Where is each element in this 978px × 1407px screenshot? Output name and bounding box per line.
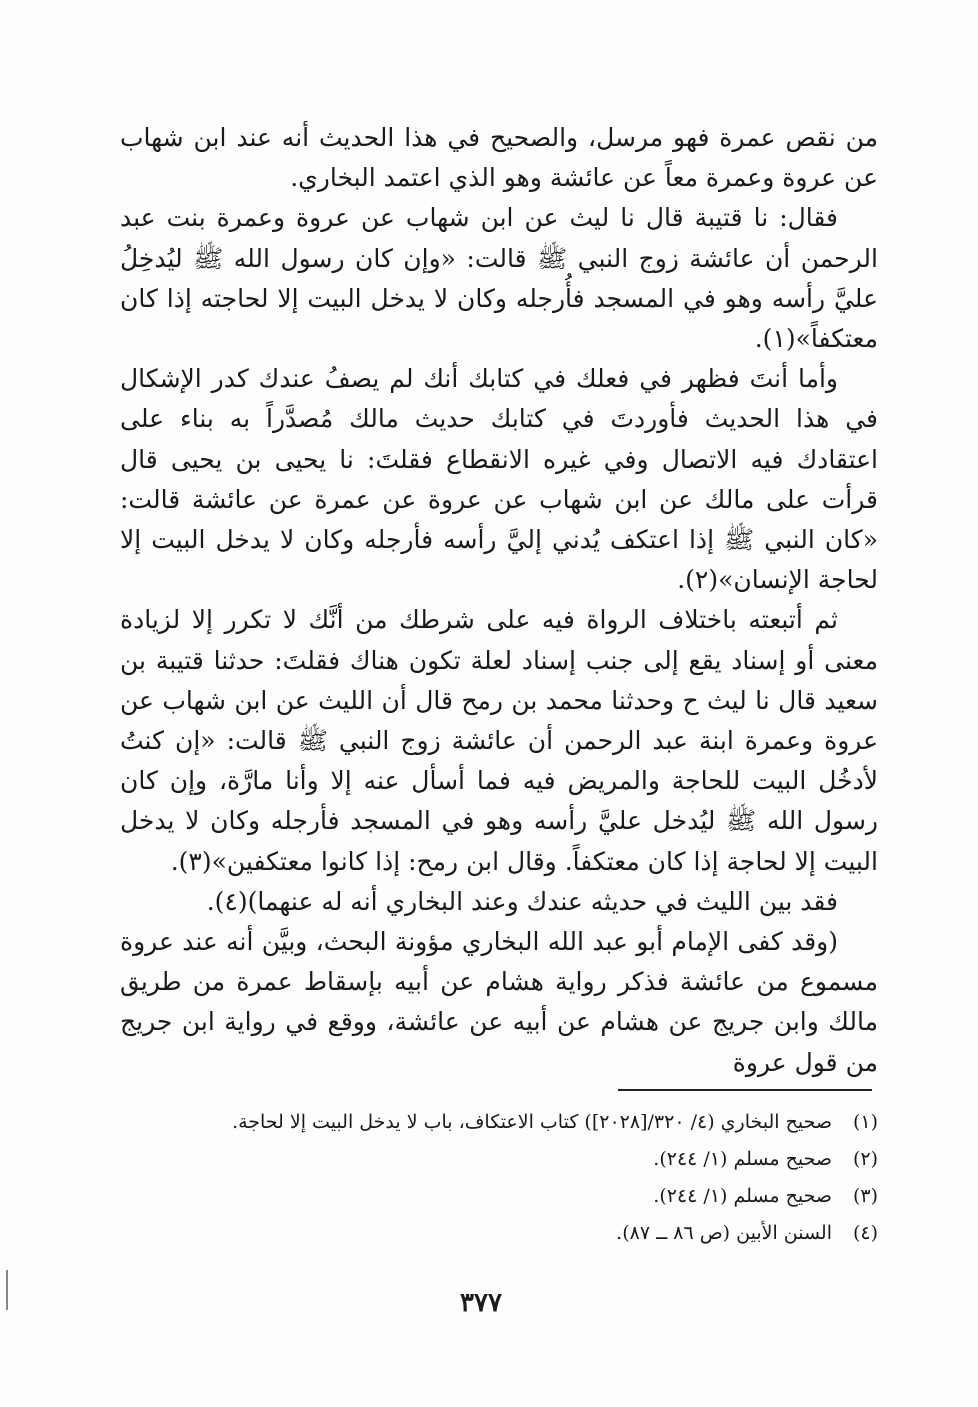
- main-text: [120, 118, 878, 1083]
- paragraph-1: من نقص عمرة فهو مرسل، والصحيح في هذا الحديث أنه عند ابن شهاب عن عروة وعمرة معاً عن عائشة وهو الذي اعتمد البخاري.: [120, 123, 878, 193]
- page-number: ٣٧٧: [460, 1288, 502, 1318]
- scan-margin-mark: [6, 1270, 8, 1310]
- footnote-number: (٤): [852, 1222, 878, 1244]
- paragraph-5: فقد بين الليث في حديثه عندك وعند البخاري أنه له عنهما)(٤).: [206, 886, 838, 916]
- paragraph-6: (وقد كفى الإمام أبو عبد الله البخاري مؤونة البحث، وبيَّن أنه عند عروة مسموع من عائشة فذكر رواية هشام عن أبيه بإسقاط عمرة من طريق مالك وابن جريج عن هشام عن أبيه عن عائشة، ووقع في رواية ابن جريج من قول عروة: [120, 927, 878, 1077]
- paragraph-4: ثم أتبعته باختلاف الرواة فيه على شرطك من أنَّك لا تكرر إلا لزيادة معنى أو إسناد يقع إلى جنب إسناد لعلة تكون هناك فقلتَ: حدثنا قتيبة بن سعيد قال نا ليث ح وحدثنا محمد بن رمح قال أن الليث عن ابن شهاب عن عروة وعمرة ابنة عبد الرحمن أن عائشة زوج النبي ﷺ قالت: «إن كنتُ لأدخُل البيت للحاجة والمريض فيه فما أسأل عنه إلا وأنا مارَّة، وإن كان رسول الله ﷺ ليُدخل عليَّ رأسه وهو في المسجد فأرجله وكان لا يدخل البيت إلا لحاجة إذا كان معتكفاً. وقال ابن رمح: إذا كانوا معتكفين»(٣).: [120, 605, 878, 876]
- footnote-item: [120, 1104, 878, 1141]
- footnote-separator: [618, 1089, 872, 1091]
- footnote-number: (٣): [852, 1185, 878, 1207]
- footnote-item: [120, 1141, 878, 1178]
- footnotes: [120, 1104, 878, 1252]
- footnote-text: صحيح مسلم (١/ ٢٤٤).: [653, 1185, 832, 1207]
- footnote-text: السنن الأبين (ص ٨٦ ــ ٨٧).: [616, 1222, 832, 1244]
- footnote-item: [120, 1178, 878, 1215]
- paragraph-2: فقال: نا قتيبة قال نا ليث عن ابن شهاب عن عروة وعمرة بنت عبد الرحمن أن عائشة زوج النبي ﷺ قالت: «وإن كان رسول الله ﷺ ليُدخِلُ عليَّ رأسه وهو في المسجد فأُرجله وكان لا يدخل البيت إلا لحاجته إذا كان معتكفاً»(١).: [120, 203, 878, 354]
- footnote-text: صحيح مسلم (١/ ٢٤٤).: [653, 1148, 832, 1170]
- footnote-number: (٢): [852, 1148, 878, 1170]
- footnote-number: (١): [852, 1111, 878, 1133]
- footnote-item: [120, 1215, 878, 1252]
- footnote-text: صحيح البخاري (٤/ ٣٢٠/[٢٠٢٨]) كتاب الاعتكاف، باب لا يدخل البيت إلا لحاجة.: [232, 1111, 832, 1133]
- paragraph-3: وأما أنتَ فظهر في فعلك في كتابك أنك لم يصفُ عندك كدر الإشكال في هذا الحديث فأوردتَ في كتابك حديث مالك مُصدَّراً به بناء على اعتقادك فيه الاتصال وفي غيره الانقطاع فقلتَ: نا يحيى بن يحيى قال قرأت على مالك عن ابن شهاب عن عروة عن عمرة عن عائشة قالت: «كان النبي ﷺ إذا اعتكف يُدني إليَّ رأسه فأرجله وكان لا يدخل البيت إلا لحاجة الإنسان»(٢).: [120, 364, 878, 595]
